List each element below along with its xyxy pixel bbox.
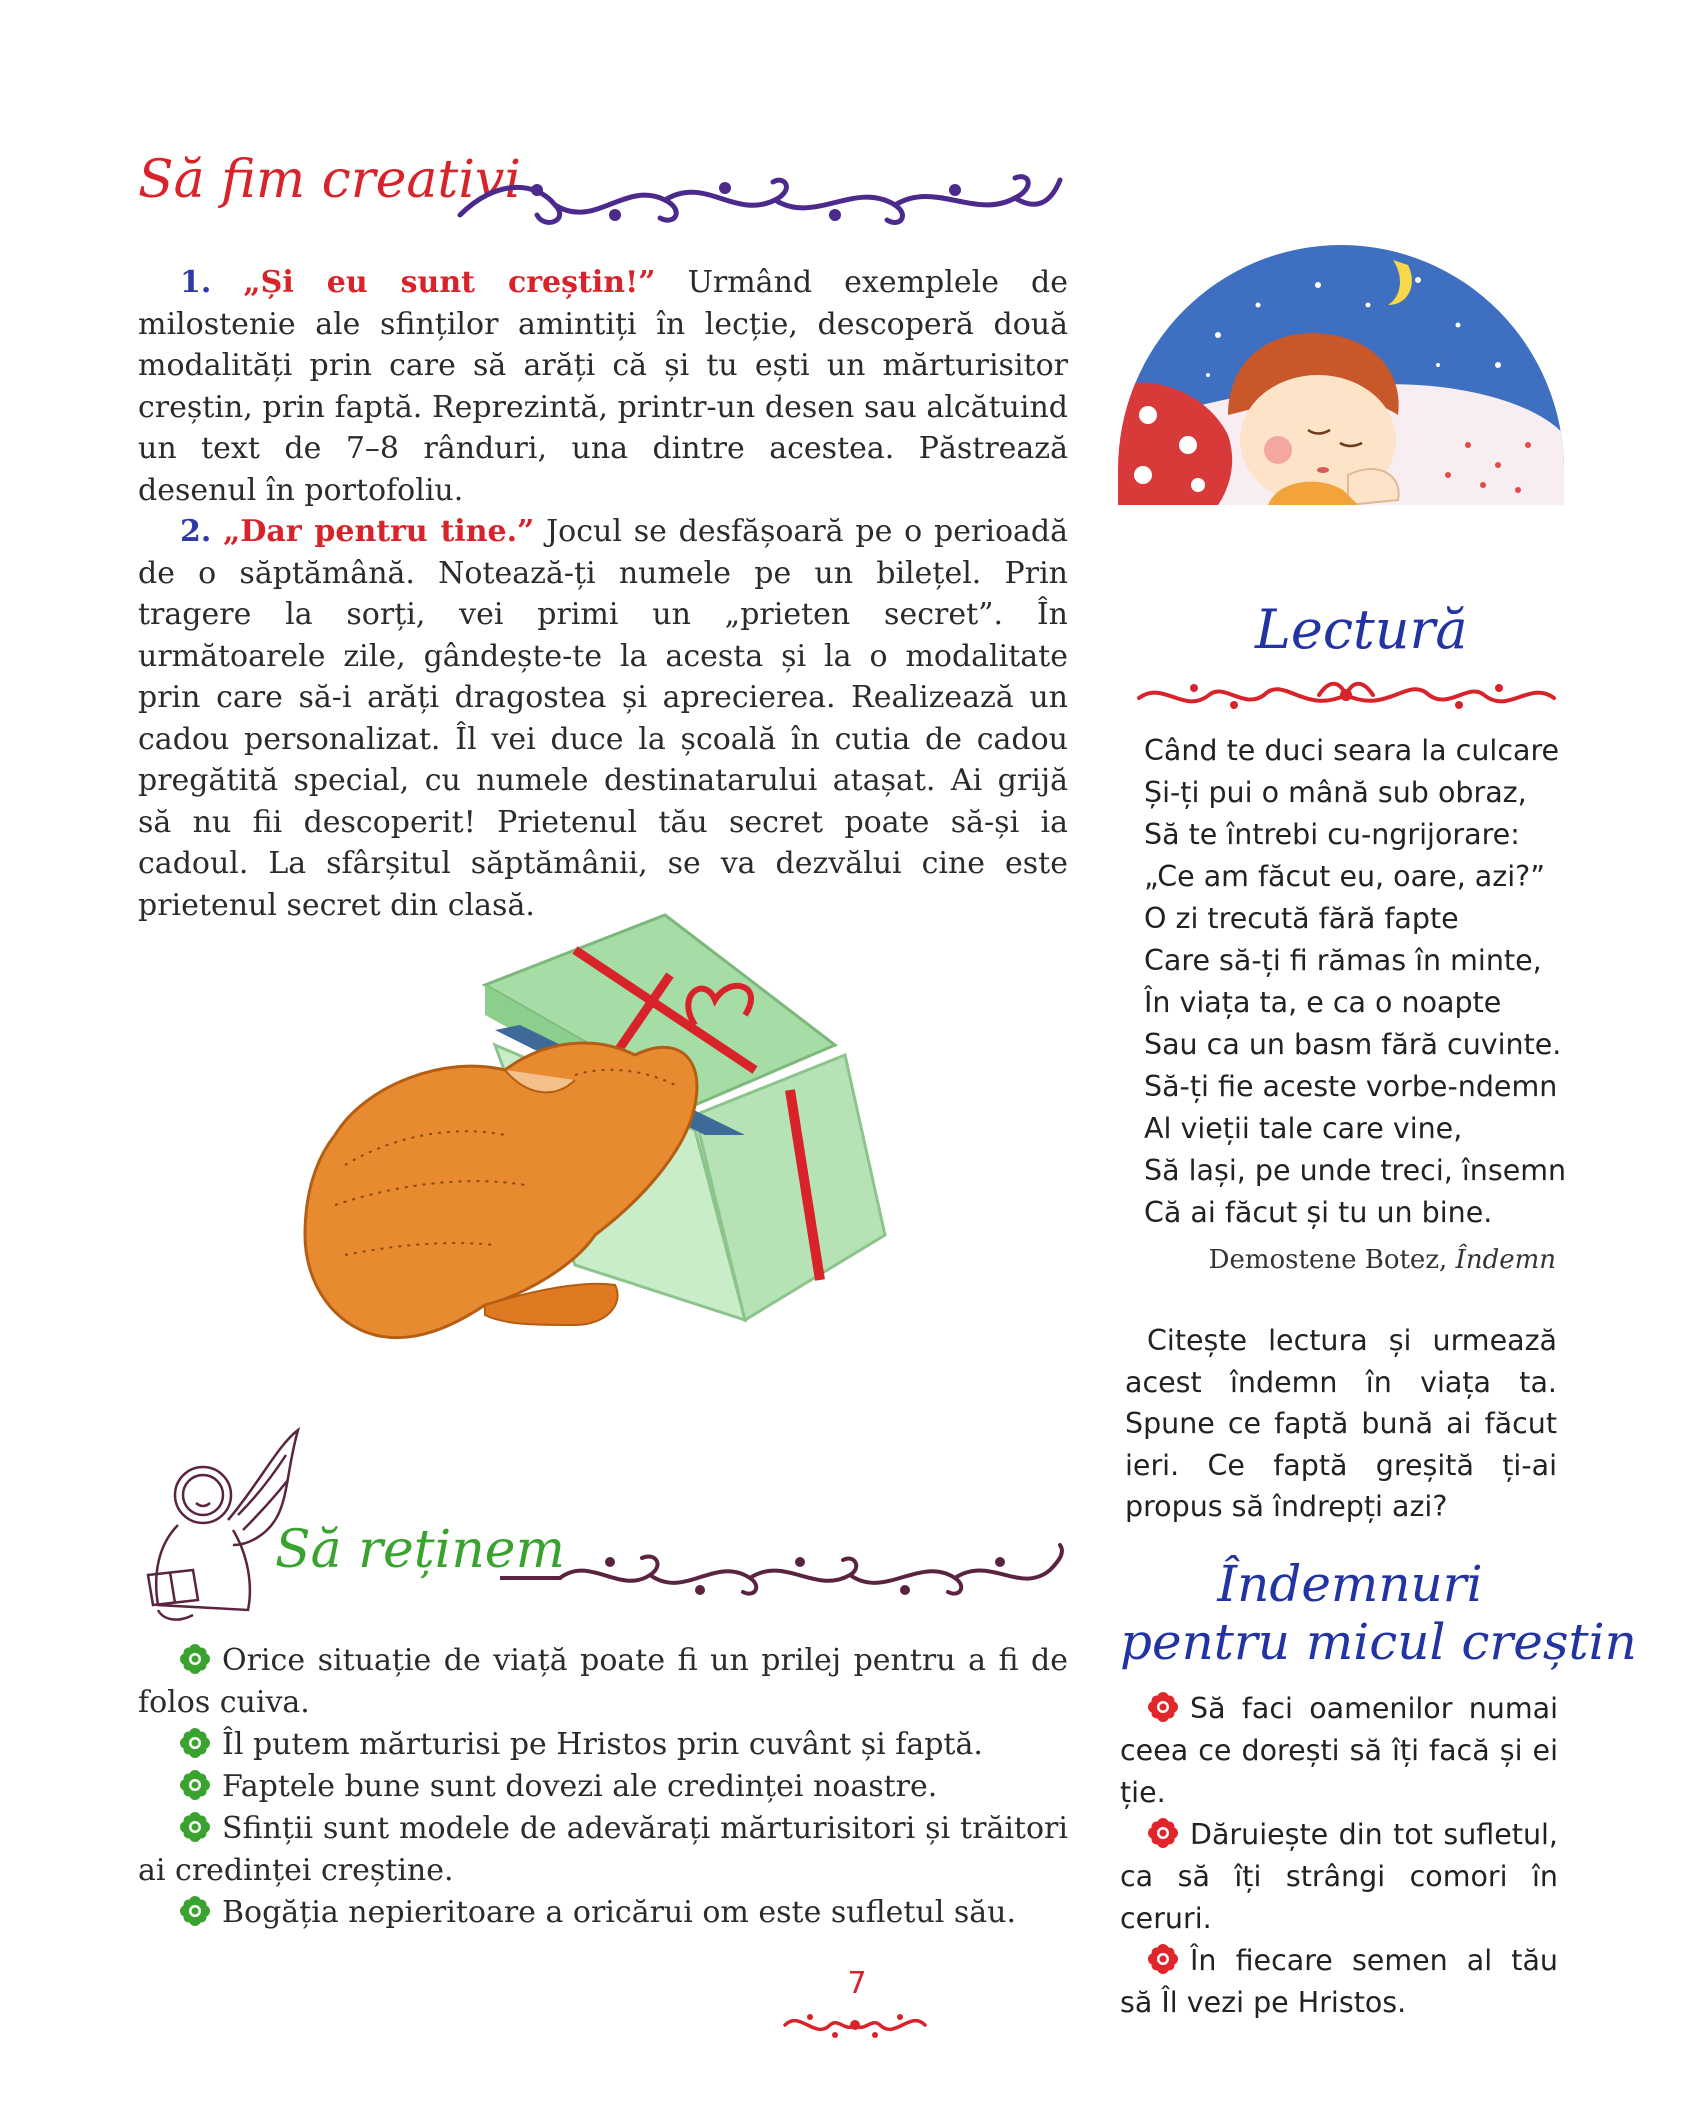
poem-work-title: Îndemn [1455, 1245, 1556, 1275]
poem-line: Să-ți fie aceste vorbe-ndemn [1144, 1070, 1558, 1103]
exercise-1-text: Urmând exemplele de milostenie ale sfinților amintiți în lecție, descoperă două modalități prin care să arăți că și tu ești un mărturisitor creștin, prin faptă. Reprezintă, printr-un desen sau alcătuind un text de 7–8 rânduri, una dintre acestea. Păstrează desenul în portofoliu. [138, 265, 1068, 508]
section-title-retinem: Să reținem [275, 1520, 565, 1580]
green-flower-icon [180, 1644, 210, 1674]
exercise-1 [138, 262, 1068, 511]
section-title-creativi: Să fim creativi [138, 150, 521, 210]
green-flower-icon [180, 1728, 210, 1758]
poem-line: În viața ta, e ca o noapte [1144, 986, 1502, 1019]
lecture-task-text: Citește lectura și urmează acest îndemn în viața ta. Spune ce faptă bună ai făcut ieri. Ce faptă greșită ți-ai propus să îndrepți azi? [1125, 1324, 1557, 1523]
exercise-2-text: Jocul se desfășoară pe o perioadă de o săptămână. Notează-ți numele pe un bilețel. Prin tragere la sorți, vei primi un „prieten secret”. În următoarele zile, gândește-te la acesta și la o modalitate prin care să-i arăți dragostea și aprecierea. Realizează un cadou personalizat. Îl vei duce la școală în cutia de cadou pregătită special, cu numele destinatarului atașat. Ai grijă să nu fii descoperit! Prietenul tău secret poate să-și ia cadoul. La sfârșitul săptămânii, se va dezvălui cine este prietenul secret din clasă. [138, 514, 1068, 923]
poem-line: Că ai făcut și tu un bine. [1144, 1196, 1493, 1229]
red-flower-icon [1148, 1818, 1178, 1848]
poem-line: Al vieții tale care vine, [1144, 1112, 1463, 1145]
green-flower-icon [180, 1812, 210, 1842]
page-number: 7 [847, 1966, 867, 2001]
list-item: Bogăția nepieritoare a oricărui om este sufletul său. [138, 1892, 1068, 1934]
dark-swirl-ornament-icon [500, 1540, 1070, 1610]
poem-line: „Ce am făcut eu, oare, azi?” [1144, 860, 1546, 893]
gift-box-sweater-illustration [275, 905, 975, 1375]
list-item: În fiecare semen al tău să Îl vezi pe Hristos. [1120, 1944, 1558, 2019]
exercise-2-title: „Dar pentru tine.” [223, 514, 535, 549]
green-flower-icon [180, 1896, 210, 1926]
poem-line: Să te întrebi cu-ngrijorare: [1144, 818, 1520, 851]
advice-list [1120, 1688, 1558, 2024]
page-number-ornament-icon [780, 2005, 930, 2045]
purple-swirl-ornament-icon [455, 160, 1065, 240]
poem-line: O zi trecută fără fapte [1144, 902, 1459, 935]
poem-line: Să lași, pe unde treci, însemn [1144, 1154, 1567, 1187]
poem-attribution [1144, 1245, 1556, 1275]
exercise-1-number: 1. [180, 265, 212, 300]
exercise-1-title: „Și eu sunt creștin!” [243, 265, 656, 300]
list-item: Îl putem mărturisi pe Hristos prin cuvânt și faptă. [138, 1724, 1068, 1766]
exercises-block [138, 262, 1068, 926]
sleeping-child-illustration [1118, 245, 1564, 505]
list-item: Faptele bune sunt dovezi ale credinței noastre. [138, 1766, 1068, 1808]
list-item: Orice situație de viață poate fi un prilej pentru a fi de folos cuiva. [138, 1643, 1068, 1720]
green-flower-icon [180, 1770, 210, 1800]
poem [1144, 730, 1567, 1234]
section-title-indemnuri [1120, 1555, 1637, 1671]
remember-list [138, 1640, 1068, 1934]
red-filigree-ornament-icon [1134, 670, 1559, 720]
poem-line: Care să-ți fi rămas în minte, [1144, 944, 1542, 977]
title-line-2: pentru micul creștin [1120, 1613, 1637, 1671]
poem-line: Când te duci seara la culcare [1144, 734, 1560, 767]
poem-line: Sau ca un basm fără cuvinte. [1144, 1028, 1562, 1061]
exercise-2 [138, 511, 1068, 926]
poem-line: Și-ți pui o mână sub obraz, [1144, 776, 1527, 809]
red-flower-icon [1148, 1692, 1178, 1722]
section-title-lectura: Lectură [1255, 598, 1468, 661]
list-item: Să faci oamenilor numai ceea ce dorești să îți facă și ei ție. [1120, 1692, 1558, 1809]
red-flower-icon [1148, 1944, 1178, 1974]
exercise-2-number: 2. [180, 514, 212, 549]
poem-author: Demostene Botez, [1208, 1245, 1448, 1275]
list-item: Sfinții sunt modele de adevărați mărturisitori și trăitori ai credinței creștine. [138, 1811, 1068, 1888]
list-item: Dăruiește din tot sufletul, ca să îți strângi comori în ceruri. [1120, 1818, 1558, 1935]
title-line-1: Îndemnuri [1217, 1555, 1483, 1613]
